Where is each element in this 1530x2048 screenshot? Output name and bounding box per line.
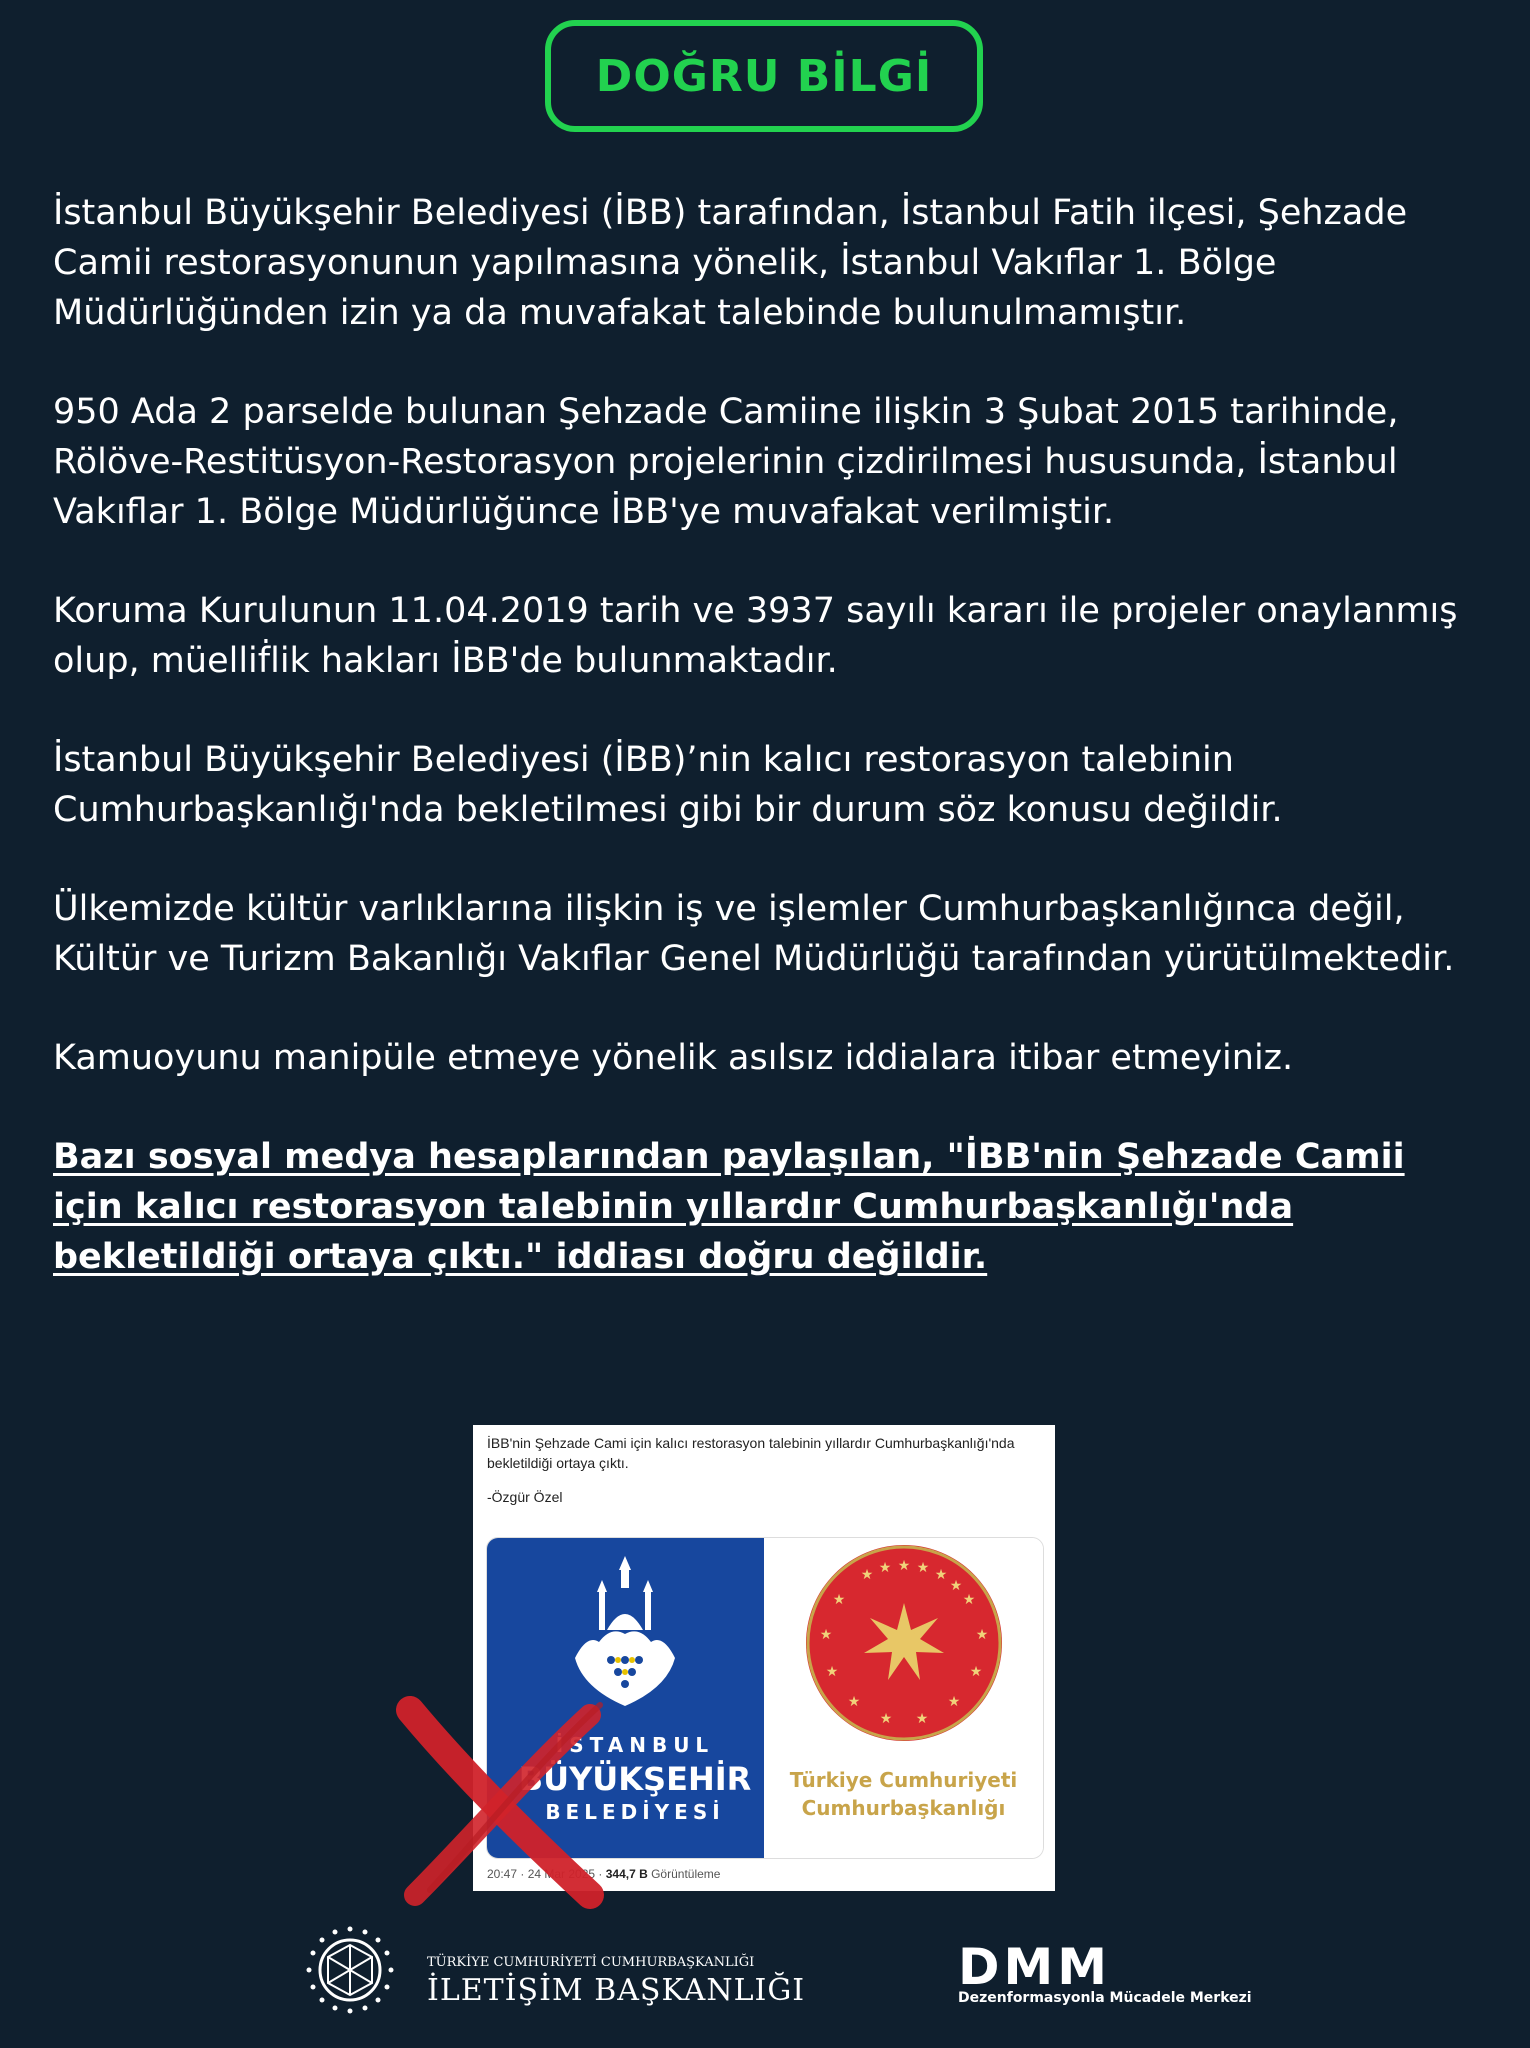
tweet-author: -Özgür Özel [487, 1489, 563, 1505]
cb-logo-line1: Türkiye Cumhuriyeti [789, 1768, 1018, 1792]
main-content [53, 188, 1483, 1331]
svg-text:★: ★ [847, 1694, 861, 1710]
gov-agency-small-title: TÜRKİYE CUMHURİYETİ CUMHURBAŞKANLIĞI [427, 1955, 755, 1970]
dmm-logo: DMM [958, 1938, 1112, 1996]
paragraph: 950 Ada 2 parselde bulunan Şehzade Camiine ilişkin 3 Şubat 2015 tarihinde, Rölöve-Restitüsyon-Restorasyon projelerinin çizdirilmesi hususunda, İstanbul Vakıflar 1. Bölge Müdürlüğünce İBB'ye muvafakat verilmiştir. [53, 392, 1399, 532]
paragraph: Kamuoyunu manipüle etmeye yönelik asılsız iddialara itibar etmeyiniz. [53, 1038, 1294, 1078]
ibb-logo-line2: BÜYÜKŞEHİR [518, 1760, 752, 1798]
tweet-views-count: 344,7 B [605, 1867, 648, 1881]
tweet-text: İBB'nin Şehzade Cami için kalıcı restorasyon talebinin yıllardır Cumhurbaşkanlığı'nda bekletildiği ortaya çıktı. [487, 1435, 1015, 1471]
svg-text:★: ★ [897, 1558, 911, 1574]
cumhurbaskanligi-seal-icon [764, 1538, 1043, 1748]
tweet-views-label: Görüntüleme [647, 1867, 721, 1881]
ibb-logo-line3: BELEDİYESİ [545, 1800, 725, 1824]
paragraph: Koruma Kurulunun 11.04.2019 tarih ve 3937 sayılı kararı ile projeler onaylanmış olup, müelliḟlik hakları İBB'de bulunmaktadır. [53, 591, 1458, 681]
badge-label: DOĞRU BİLGİ [595, 50, 933, 102]
conclusion-statement: Bazı sosyal medya hesaplarından paylaşılan, "İBB'nin Şehzade Camii için kalıcı restorasyon talebinin yıllardır Cumhurbaşkanlığı'nda bekletildiği ortaya çıktı." iddiası doğru değildir. [53, 1137, 1405, 1277]
svg-text:★: ★ [825, 1664, 839, 1680]
svg-text:★: ★ [969, 1664, 983, 1680]
svg-text:★: ★ [819, 1627, 833, 1643]
cumhurbaskanligi-logo-panel [764, 1538, 1043, 1858]
svg-text:★: ★ [975, 1627, 989, 1643]
svg-text:★: ★ [860, 1567, 874, 1583]
gov-agency-title: İLETİŞİM BAŞKANLIĞI [427, 1973, 806, 2008]
svg-text:★: ★ [832, 1592, 846, 1608]
svg-text:★: ★ [915, 1711, 929, 1727]
svg-text:★: ★ [962, 1592, 976, 1608]
svg-text:★: ★ [947, 1694, 961, 1710]
paragraph: İstanbul Büyükşehir Belediyesi (İBB) tarafından, İstanbul Fatih ilçesi, Şehzade Camii restorasyonunun yapılmasına yönelik, İstanbul Vakıflar 1. Bölge Müdürlüğünden izin ya da muvafakat talebinde bulunulmamıştır. [53, 193, 1408, 333]
cb-logo-line2: Cumhurbaşkanlığı [801, 1796, 1006, 1820]
svg-text:★: ★ [916, 1560, 930, 1576]
tweet-time: 20:47 · 24 Mar 2025 · [487, 1867, 606, 1881]
paragraph: İstanbul Büyükşehir Belediyesi (İBB)’nin kalıcı restorasyon talebinin Cumhurbaşkanlığı'nda bekletilmesi gibi bir durum söz konusu değildir. [53, 740, 1283, 830]
ibb-logo-line1: İSTANBUL [555, 1733, 715, 1757]
svg-text:★: ★ [878, 1560, 892, 1576]
svg-text:★: ★ [949, 1578, 963, 1594]
red-cross-mark-icon [390, 1690, 620, 1910]
dmm-subtitle: Dezenformasyonla Mücadele Merkezi [958, 1990, 1252, 2006]
svg-text:★: ★ [879, 1711, 893, 1727]
dogru-bilgi-badge [545, 20, 983, 132]
svg-text:★: ★ [934, 1567, 948, 1583]
paragraph: Ülkemizde kültür varlıklarına ilişkin iş ve işlemler Cumhurbaşkanlığınca değil, Kültür ve Turizm Bakanlığı Vakıflar Genel Müdürlüğü tarafından yürütülmektedir. [53, 889, 1455, 979]
iletisim-baskanligi-emblem-icon [305, 1925, 395, 2015]
